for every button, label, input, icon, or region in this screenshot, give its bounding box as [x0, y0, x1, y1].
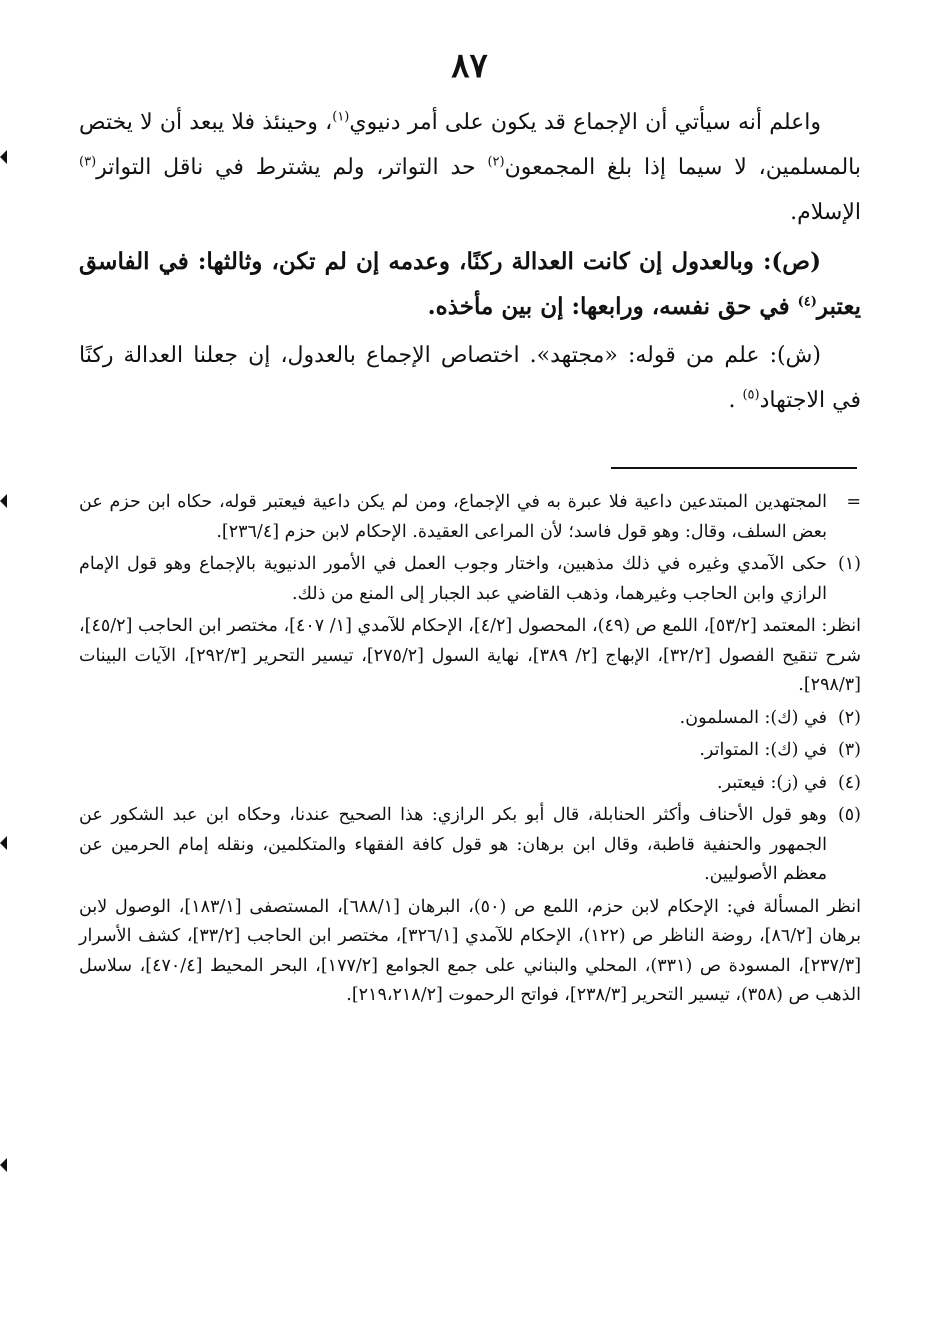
footnote-text: في (ز): فيعتبر. — [717, 772, 827, 793]
footnote-mark: (٢) — [837, 707, 861, 728]
footnote-ref-1: (١) — [332, 109, 350, 125]
footnote-mark: (٣) — [837, 740, 861, 760]
footnote-5-references — [79, 893, 861, 1011]
footnote-1-references — [79, 612, 861, 701]
footnote-continued — [79, 488, 861, 547]
main-text — [79, 100, 861, 427]
footnote-mark: = — [846, 492, 861, 512]
footnote-2 — [79, 704, 861, 734]
footnote-text: انظر المسألة في: الإحكام لابن حزم، اللمع ص (٥٠)، البرهان [٦٨٨/١]، المستصفى [١٨٣/١]، الوصول لابن برهان [٨٦/٢]، روضة الناظر ص (١٢٢)، الإحكام للآمدي [٣٢٦/١]، مختصر ابن الحاجب [٣٣/٢]، كشف الأسرار [٢٣٧/٣]، المسودة ص (٣٣١)، المحلي والبناني على جمع الجوامع [١٧٧/٢]، البحر المحيط [٤٧٠/٤]، سلاسل الذهب ص (٣٥٨)، تيسير التحرير [٢٣٨/٣]، فواتح الرحموت [٢١٩،٢١٨/٢]. — [79, 896, 862, 1005]
paragraph-2-part-b: في حق نفسه، ورابعها: إن بين مأخذه. — [427, 293, 790, 320]
footnote-4 — [79, 769, 861, 799]
footnote-text: المجتهدين المبتدعين داعية فلا عبرة به في الإجماع، ومن لم يكن داعية فيعتبر قوله، حكاه ابن حزم عن بعض السلف، وقال: وهو قول فاسد؛ لأن المراعى العقيدة. الإحكام لابن حزم [٢٣٦/٤]. — [79, 492, 827, 542]
paragraph-3-part-b: . — [728, 388, 736, 413]
paragraph-1-part-a: واعلم أنه سيأتي أن الإجماع قد يكون على أمر دنيوي — [349, 110, 821, 135]
page-number: ٨٧ — [451, 46, 488, 86]
footnote-3 — [79, 736, 861, 766]
footnote-mark: (٤) — [837, 772, 861, 793]
footnote-5 — [79, 801, 861, 890]
paragraph-3 — [79, 333, 861, 423]
footnote-text: حكى الآمدي وغيره في ذلك مذهبين، واختار وجوب العمل في الأمور الدنيوية بالإجماع وهو قول الإمام الرازي وابن الحاجب وغيرهما، وذهب القاضي عبد الجبار إلى المنع من ذلك. — [79, 554, 827, 604]
margin-marker — [0, 150, 7, 164]
footnote-ref-5: (٥) — [742, 387, 760, 403]
footnote-ref-2: (٢) — [487, 154, 505, 170]
paragraph-1-part-b: ، وحينئذ فلا يبعد أن لا يختص بالمسلمين، لا سيما إذا بلغ المجمعون — [79, 110, 861, 180]
footnote-mark: (١) — [837, 554, 861, 574]
paragraph-2-part-a: (ص): وبالعدول إن كانت العدالة ركنًا، وعدمه إن لم تكن، وثالثها: في الفاسق يعتبر — [79, 248, 861, 320]
footnote-1 — [79, 550, 861, 609]
paragraph-1-part-c: حد التواتر، ولم يشترط في ناقل التواتر — [96, 155, 476, 180]
paragraph-3-part-a: (ش): علم من قوله: «مجتهد». اختصاص الإجماع بالعدول، إن جعلنا العدالة ركنًا في الاجتهاد — [79, 343, 861, 413]
footnote-divider — [611, 467, 857, 469]
footnote-text: انظر: المعتمد [٥٣/٢]، اللمع ص (٤٩)، المحصول [٤/٢]، الإحكام للآمدي [١/ ٤٠٧]، مختصر ابن الحاجب [٤٥/٢]، شرح تنقيح الفصول [٣٢/٢]، الإبهاج [٢/ ٣٨٩]، نهاية السول [٢٧٥/٢]، تيسير التحرير [٢٩٢/٣]، الآيات البينات [٢٩٨/٣]. — [79, 616, 862, 695]
paragraph-1-part-d: الإسلام. — [790, 200, 861, 225]
footnotes — [79, 488, 861, 1014]
footnote-text: في (ك): المتواتر. — [699, 740, 827, 760]
margin-marker — [0, 836, 7, 850]
paragraph-1 — [79, 100, 861, 235]
margin-marker — [0, 494, 7, 508]
paragraph-2 — [79, 239, 861, 329]
margin-marker — [0, 1158, 7, 1172]
footnote-ref-3: (٣) — [79, 154, 97, 170]
footnote-text: في (ك): المسلمون. — [679, 707, 827, 728]
footnote-text: وهو قول الأحناف وأكثر الحنابلة، قال أبو بكر الرازي: هذا الصحيح عندنا، وحكاه ابن عبد الشكور عن الجمهور والحنفية قاطبة، وقال ابن برهان: هو قول كافة الفقهاء والمتكلمين، ونقله إمام الحرمين عن معظم الأصوليين. — [79, 805, 827, 884]
footnote-ref-4: (٤) — [797, 294, 817, 310]
footnote-mark: (٥) — [837, 805, 861, 825]
